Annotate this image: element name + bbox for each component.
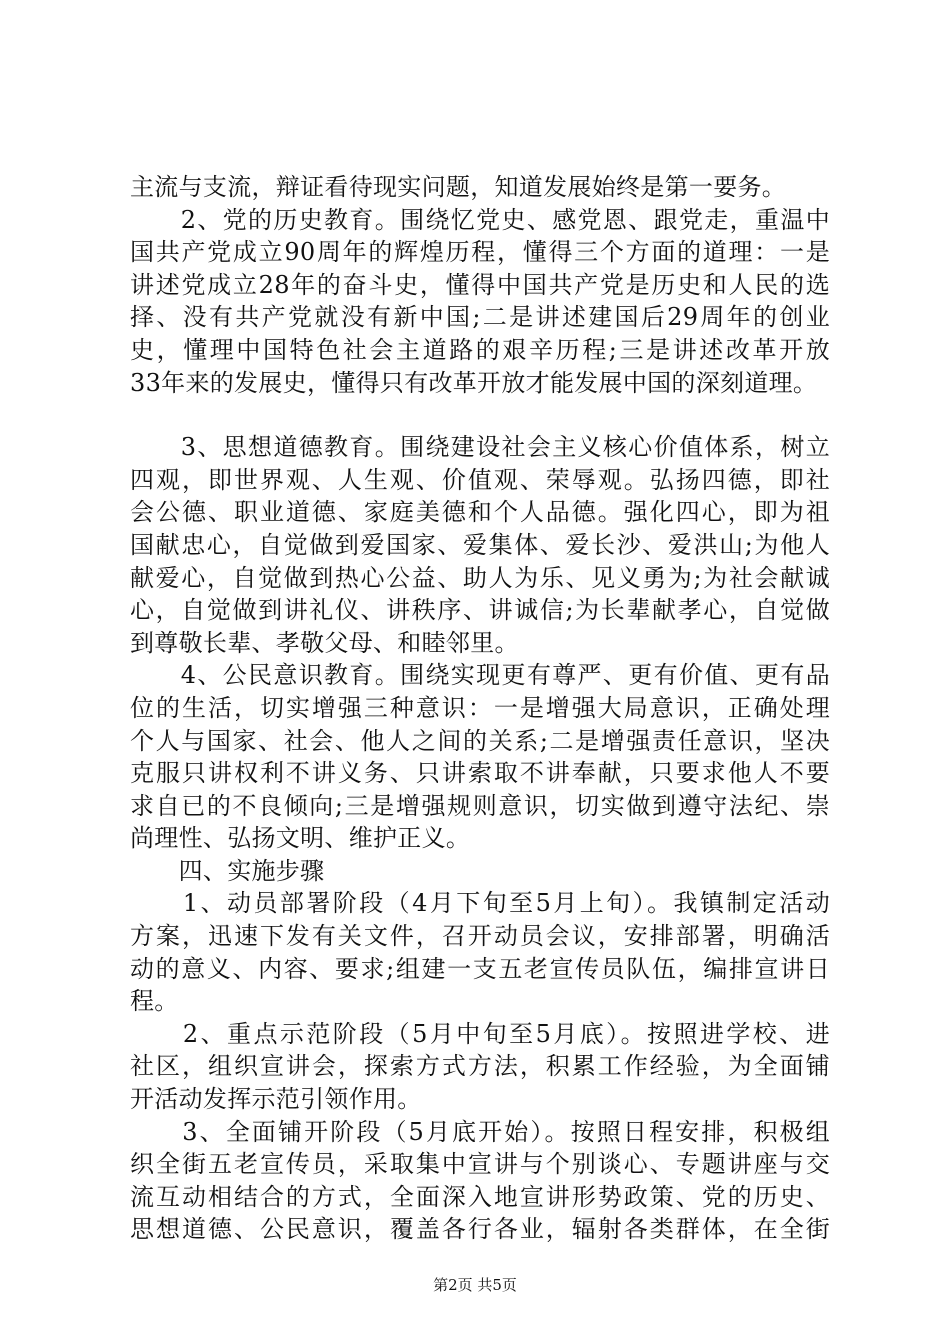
text-line: 程。 (130, 987, 179, 1016)
text-line: 尚理性、弘扬文明、维护正义。 (130, 824, 471, 853)
document-body (130, 171, 830, 1246)
text-line: 主流与支流，辩证看待现实问题，知道发展始终是第一要务。 (130, 173, 787, 201)
page-number-footer: 第2页 共5页 (433, 1276, 517, 1294)
text-line: 2、重点示范阶段（5月中旬至5月底）。按照进学校、进 (130, 1019, 830, 1048)
text-line: 4、公民意识教育。围绕实现更有尊严、更有价值、更有品 (130, 661, 830, 690)
text-line: 1、动员部署阶段（4月下旬至5月上旬）。我镇制定活动 (130, 889, 830, 918)
text-line: 讲述党成立28年的奋斗史，懂得中国共产党是历史和人民的选 (130, 270, 830, 299)
text-line: 求自已的不良倾向;三是增强规则意识，切实做到遵守法纪、崇 (130, 791, 830, 820)
text-line: 方案，迅速下发有关文件，召开动员会议，安排部署，明确活 (130, 922, 830, 951)
text-line: 2、党的历史教育。围绕忆党史、感党恩、跟党走，重温中 (130, 205, 830, 234)
text-line: 开活动发挥示范引领作用。 (130, 1085, 422, 1114)
text-line: 社区，组织宣讲会，探索方式方法，积累工作经验，为全面铺 (130, 1052, 830, 1081)
section-heading: 四、实施步骤 (130, 856, 325, 885)
text-line: 流互动相结合的方式，全面深入地宣讲形势政策、党的历史、 (130, 1182, 830, 1211)
text-line: 史，懂理中国特色社会主道路的艰辛历程;三是讲述改革开放 (130, 335, 830, 364)
text-line: 动的意义、内容、要求;组建一支五老宣传员队伍，编排宣讲日 (130, 954, 830, 983)
text-line: 织全街五老宣传员，采取集中宣讲与个别谈心、专题讲座与交 (130, 1150, 830, 1179)
text-line: 3、思想道德教育。围绕建设社会主义核心价值体系，树立 (130, 433, 830, 462)
text-line: 思想道德、公民意识，覆盖各行各业，辐射各类群体，在全街 (130, 1215, 830, 1244)
text-line: 四观，即世界观、人生观、价值观、荣辱观。弘扬四德，即社 (130, 465, 830, 494)
text-line: 3、全面铺开阶段（5月底开始）。按照日程安排，积极组 (130, 1117, 830, 1146)
text-line: 克服只讲权利不讲义务、只讲索取不讲奉献，只要求他人不要 (130, 759, 830, 788)
text-line: 个人与国家、社会、他人之间的关系;二是增强责任意识，坚决 (130, 726, 830, 755)
text-line: 到尊敬长辈、孝敬父母、和睦邻里。 (130, 628, 519, 657)
text-line: 33年来的发展史，懂得只有改革开放才能发展中国的深刻道理。 (130, 368, 818, 397)
text-line: 择、没有共产党就没有新中国;二是讲述建国后29周年的创业 (130, 303, 830, 332)
text-line: 国共产党成立90周年的辉煌历程，懂得三个方面的道理：一是 (130, 238, 830, 267)
text-line: 位的生活，切实增强三种意识：一是增强大局意识，正确处理 (130, 693, 830, 722)
text-line: 国献忠心，自觉做到爱国家、爱集体、爱长沙、爱洪山;为他人 (130, 530, 830, 559)
text-line: 献爱心，自觉做到热心公益、助人为乐、见义勇为;为社会献诚 (130, 563, 830, 592)
text-line: 会公德、职业道德、家庭美德和个人品德。强化四心，即为祖 (130, 498, 830, 527)
text-line: 心，自觉做到讲礼仪、讲秩序、讲诚信;为长辈献孝心，自觉做 (130, 596, 830, 625)
